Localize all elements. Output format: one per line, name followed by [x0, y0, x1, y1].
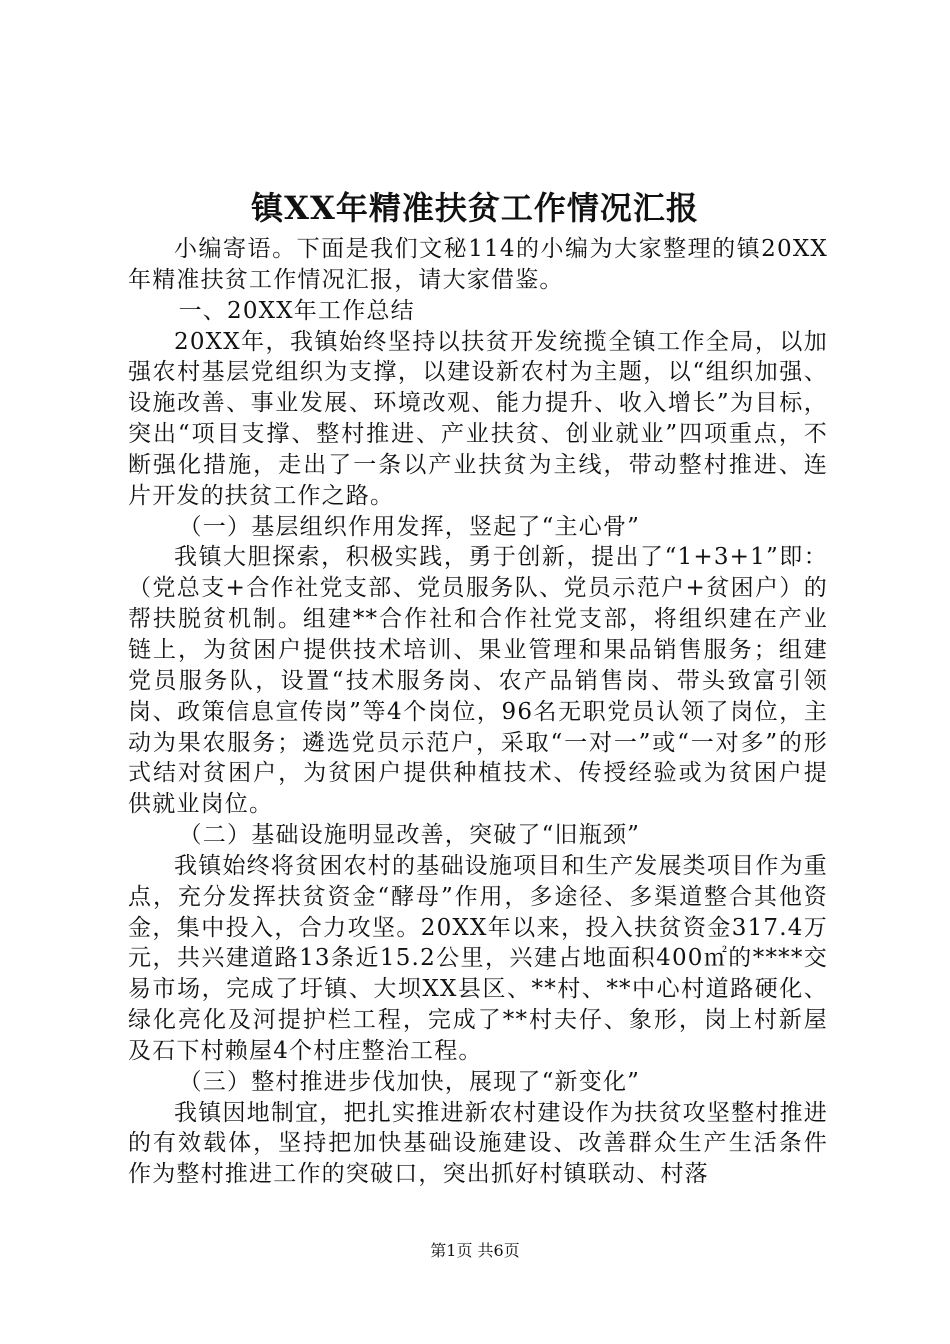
- body-paragraph: 20XX年，我镇始终坚持以扶贫开发统揽全镇工作全局，以加强农村基层党组织为支撑，以建设新农村为主题，以“组织加强、设施改善、事业发展、环境改观、能力提升、收入增长”为目标，突出“项目支撑、整村推进、产业扶贫、创业就业”四项重点，不断强化措施，走出了一条以产业扶贫为主线，带动整村推进、连片开发的扶贫工作之路。: [128, 328, 828, 509]
- document-title: 镇XX年精准扶贫工作情况汇报: [251, 189, 699, 227]
- body-paragraph: 我镇因地制宜，把扎实推进新农村建设作为扶贫攻坚整村推进的有效载体，坚持把加快基础设施建设、改善群众生产生活条件作为整村推进工作的突破口，突出抓好村镇联动、村落: [128, 1099, 828, 1188]
- subsection-heading-3: （三）整村推进步伐加快，展现了“新变化”: [178, 1068, 641, 1095]
- body-paragraph: 我镇始终将贫困农村的基础设施项目和生产发展类项目作为重点，充分发挥扶贫资金“酵母”作用，多途径、多渠道整合其他资金，集中投入，合力攻坚。20XX年以来，投入扶贫资金317.4万元，共兴建道路13条近15.2公里，兴建占地面积400㎡的****交易市场，完成了圩镇、大坝XX县区、**村、**中心村道路硬化、绿化亮化及河提护栏工程，完成了**村夫仔、象形，岗上村新屋及石下村赖屋4个村庄整治工程。: [128, 852, 828, 1064]
- body-paragraph: 我镇大胆探索，积极实践，勇于创新，提出了“1+3+1”即：（党总支+合作社党支部、党员服务队、党员示范户+贫困户）的帮扶脱贫机制。组建**合作社和合作社党支部，将组织建在产业链上，为贫困户提供技术培训、果业管理和果品销售服务；组建党员服务队，设置“技术服务岗、农产品销售岗、带头致富引领岗、政策信息宣传岗”等4个岗位，96名无职党员认领了岗位，主动为果农服务；遴选党员示范户，采取“一对一”或“一对多”的形式结对贫困户，为贫困户提供种植技术、传授经验或为贫困户提供就业岗位。: [128, 544, 828, 818]
- section-heading-summary: 一、20XX年工作总结: [178, 297, 415, 324]
- subsection-heading-1: （一）基层组织作用发挥，竖起了“主心骨”: [178, 513, 641, 540]
- document-body: [128, 234, 828, 1190]
- intro-paragraph: 小编寄语。下面是我们文秘114的小编为大家整理的镇20XX年精准扶贫工作情况汇报，请大家借鉴。: [128, 236, 828, 293]
- page-footer: 第1页 共6页: [430, 1241, 520, 1260]
- subsection-heading-2: （二）基础设施明显改善，突破了“旧瓶颈”: [178, 822, 641, 849]
